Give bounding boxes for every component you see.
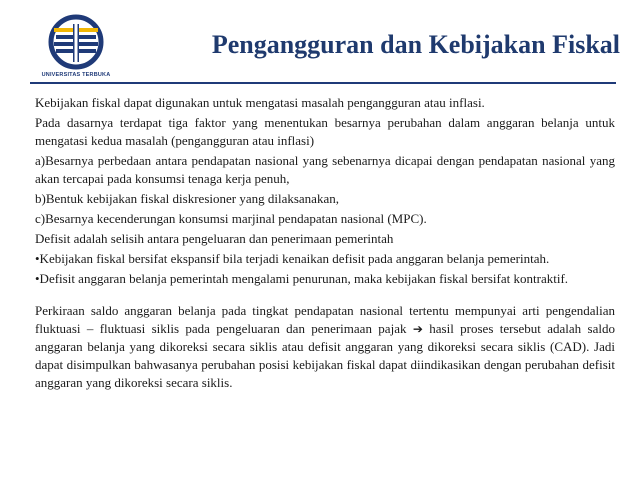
- bullet-expansive: •Kebijakan fiskal bersifat ekspansif bila terjadi kenaikan defisit pada anggaran belanja pemerintah.: [35, 251, 550, 266]
- paragraph-deficit-definition: Defisit adalah selisih antara pengeluaran dan penerimaan pemerintah: [35, 231, 394, 246]
- list-item-c: c)Besarnya kecenderungan konsumsi marjinal pendapatan nasional (MPC).: [35, 211, 427, 226]
- slide-body: [35, 94, 615, 394]
- arrow-right-icon: ➔: [412, 322, 423, 336]
- paragraph-factors: Pada dasarnya terdapat tiga faktor yang menentukan besarnya perubahan dalam anggaran belanja untuk mengatasi kedua masalah (pengangguran atau inflasi): [35, 115, 615, 148]
- conclusion-text-2: hasil proses tersebut adalah saldo anggaran belanja yang dikoreksi secara siklis atau defisit anggaran yang dikoreksi secara siklis (CAD). Jadi dapat disimpulkan bahwasanya perubahan posisi kebijakan fiskal dapat diindikasikan dengan perubahan defisit anggaran yang dikoreksi secara siklis.: [35, 321, 615, 390]
- slide-title: Pengangguran dan Kebijakan Fiskal: [211, 30, 620, 59]
- list-item-b: b)Bentuk kebijakan fiskal diskresioner yang dilaksanakan,: [35, 191, 339, 206]
- list-item-a: a)Besarnya perbedaan antara pendapatan nasional yang sebenarnya dicapai dengan pendapatan nasional yang akan tercapai pada konsumsi tenaga kerja penuh,: [35, 153, 615, 186]
- logo-emblem-icon: [44, 12, 108, 76]
- paragraph-intro: Kebijakan fiskal dapat digunakan untuk mengatasi masalah pengangguran atau inflasi.: [35, 95, 485, 110]
- bullet-contractive: •Defisit anggaran belanja pemerintah mengalami penurunan, maka kebijakan fiskal bersifat kontraktif.: [35, 271, 569, 286]
- paragraph-conclusion: [35, 302, 615, 392]
- university-logo: [44, 12, 108, 76]
- logo-caption: UNIVERSITAS TERBUKA: [41, 72, 111, 78]
- conclusion-text-1: Perkiraan saldo anggaran belanja pada tingkat pendapatan nasional tertentu mempunyai arti pengendalian fluktuasi – fluktuasi siklis pada pengeluaran dan penerimaan pajak: [35, 303, 615, 336]
- title-divider: [30, 82, 616, 84]
